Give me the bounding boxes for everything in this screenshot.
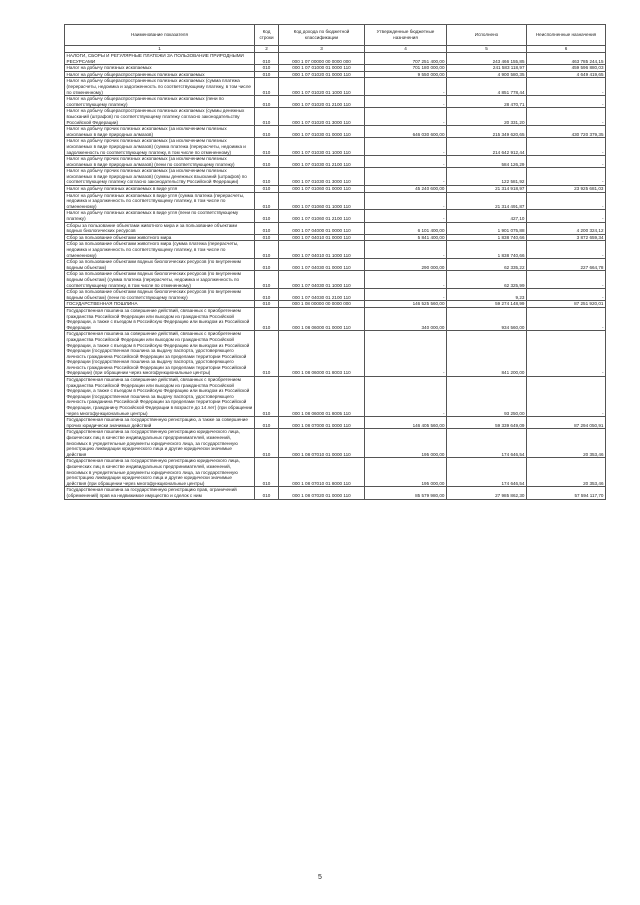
row-name: Сбор за пользование объектами водных биологических ресурсов (по внутренним водным объектам) (сумма платежа (перерасчеты, недоимка и задолженность по соответствующему платежу, в том числе по отмененному) [65, 271, 255, 289]
row-plan: - [365, 241, 447, 259]
row-done: 1 838 740,66 [447, 241, 527, 259]
row-plan: 6 101 400,00 [365, 222, 447, 234]
row-done: 4 900 580,35 [447, 71, 527, 78]
row-name: ГОСУДАРСТВЕННАЯ ПОШЛИНА [65, 301, 255, 308]
row-name: Налог на добычу прочих полезных ископаемых (за исключением полезных ископаемых в виде природных алмазов) (пени по соответствующему платежу) [65, 156, 255, 168]
row-left: 4 200 324,12 [527, 222, 606, 234]
row-kbk: 000 1 07 00000 00 0000 000 [279, 53, 365, 65]
table-row [65, 168, 606, 186]
row-left: 57 594 117,70 [527, 487, 606, 499]
row-code: 010 [255, 210, 279, 222]
row-plan: - [365, 156, 447, 168]
row-kbk: 000 1 07 01060 01 0000 110 [279, 186, 365, 193]
row-kbk: 000 1 07 04000 01 0000 110 [279, 222, 365, 234]
column-number-row [65, 46, 606, 53]
table-row [65, 331, 606, 377]
row-done: 27 985 862,30 [447, 487, 527, 499]
row-done: 21 314 491,87 [447, 192, 527, 210]
row-code: 010 [255, 429, 279, 458]
row-kbk: 000 1 07 01030 01 1000 110 [279, 138, 365, 156]
row-kbk: 000 1 07 04010 01 0000 110 [279, 234, 365, 241]
row-kbk: 000 1 08 06000 01 0000 110 [279, 307, 365, 330]
row-done: 215 349 620,65 [447, 126, 527, 138]
row-done: 174 646,54 [447, 429, 527, 458]
row-code: 010 [255, 487, 279, 499]
header-done: Исполнено [447, 25, 527, 46]
row-name: Государственная пошлина за государственную регистрацию юридического лица, физических лиц в качестве индивидуальных предпринимателей, изменений, вносимых в учредительные документы юридического лица, за государственную регистрацию ликвидации юридического лица и другие юридически значимые действия (при обращении через многофункциональные центры) [65, 458, 255, 487]
row-left: - [527, 168, 606, 186]
row-plan: - [365, 138, 447, 156]
row-kbk: 000 1 08 06000 01 8003 110 [279, 331, 365, 377]
row-done: 62 335,22 [447, 259, 527, 271]
row-left: - [527, 331, 606, 377]
row-done: 841 200,00 [447, 331, 527, 377]
row-name: Сбор за пользование объектами водных биологических ресурсов (по внутренним водным объектам) (пени по соответствующему платежу) [65, 289, 255, 301]
row-name: Сбор за пользование объектами животного мира [65, 234, 255, 241]
row-plan: - [365, 331, 447, 377]
row-done: 59 274 148,99 [447, 301, 527, 308]
row-name: Сбор за пользование объектами животного мира (сумма платежа (перерасчеты, недоимка и задолженность по соответствующему платежу, в том числе по отмененному) [65, 241, 255, 259]
row-code: 010 [255, 301, 279, 308]
row-name: Налог на добычу прочих полезных ископаемых (за исключением полезных ископаемых в виде природных алмазов) (сумма платежа (перерасчеты, недоимка и задолженность по соответствующему платежу, в том числе по отмененному) [65, 138, 255, 156]
row-done: 1 838 740,66 [447, 234, 527, 241]
row-done: 174 646,54 [447, 458, 527, 487]
table-row [65, 96, 606, 108]
row-done: 4 851 778,44 [447, 78, 527, 96]
table-body [65, 53, 606, 500]
row-kbk: 000 1 08 00000 00 0000 000 [279, 301, 365, 308]
row-plan: 646 030 600,00 [365, 126, 447, 138]
row-code: 010 [255, 377, 279, 417]
row-code: 010 [255, 234, 279, 241]
row-kbk: 000 1 07 01020 01 1000 110 [279, 78, 365, 96]
row-code: 010 [255, 458, 279, 487]
header-plan: Утвержденные бюджетные назначения [365, 25, 447, 46]
row-plan: - [365, 168, 447, 186]
page-number: 5 [318, 874, 322, 881]
row-done: 59 339 649,09 [447, 417, 527, 429]
col-number: 4 [365, 46, 447, 53]
row-left: 430 720 379,35 [527, 126, 606, 138]
row-plan: - [365, 108, 447, 126]
row-left: 463 785 244,15 [527, 53, 606, 65]
row-left: - [527, 307, 606, 330]
table-row [65, 108, 606, 126]
row-done: 93 250,00 [447, 377, 527, 417]
row-name: Налог на добычу прочих полезных ископаемых (за исключением полезных ископаемых в виде природных алмазов) (суммы денежных взысканий (штрафов) по соответствующему платежу согласно законодательству Российской Федерации) [65, 168, 255, 186]
table-row [65, 65, 606, 72]
table-row [65, 192, 606, 210]
row-left: - [527, 241, 606, 259]
row-done: 62 325,99 [447, 271, 527, 289]
row-name: Налог на добычу полезных ископаемых в виде угля (пени по соответствующему платежу) [65, 210, 255, 222]
row-left: 227 664,78 [527, 259, 606, 271]
row-done: 214 642 912,44 [447, 138, 527, 156]
table-row [65, 241, 606, 259]
row-name: Налог на добычу общераспространенных полезных ископаемых (суммы денежных взысканий (штрафов) по соответствующему платежу согласно законодательству Российской Федерации) [65, 108, 255, 126]
row-kbk: 000 1 08 06000 01 8005 110 [279, 377, 365, 417]
row-plan: - [365, 192, 447, 210]
table-row [65, 126, 606, 138]
row-done: 122 581,92 [447, 168, 527, 186]
row-code: 010 [255, 307, 279, 330]
row-name: Государственная пошлина за государственную регистрацию, а также за совершение прочих юридически значимых действий [65, 417, 255, 429]
row-kbk: 000 1 07 01060 01 1000 110 [279, 192, 365, 210]
row-plan: 340 000,00 [365, 307, 447, 330]
row-plan: 195 000,00 [365, 429, 447, 458]
row-code: 010 [255, 289, 279, 301]
row-left: - [527, 210, 606, 222]
row-name: Налог на добычу общераспространенных полезных ископаемых (пени по соответствующему платежу) [65, 96, 255, 108]
row-plan: 85 579 980,00 [365, 487, 447, 499]
table-row [65, 71, 606, 78]
table-header-row [65, 25, 606, 46]
row-code: 010 [255, 78, 279, 96]
row-left: 23 925 681,03 [527, 186, 606, 193]
row-left: 4 649 419,65 [527, 71, 606, 78]
row-kbk: 000 1 07 01030 01 3000 110 [279, 168, 365, 186]
row-left: 20 353,46 [527, 458, 606, 487]
row-name: Сборы за пользование объектами животного мира и за пользование объектами водных биологических ресурсов [65, 222, 255, 234]
row-done: 9,23 [447, 289, 527, 301]
header-kbk: Код дохода по бюджетной классификации [279, 25, 365, 46]
row-kbk: 000 1 07 01020 01 0000 110 [279, 71, 365, 78]
row-plan: - [365, 377, 447, 417]
table-row [65, 156, 606, 168]
row-code: 010 [255, 126, 279, 138]
row-plan: - [365, 96, 447, 108]
table-row [65, 307, 606, 330]
col-number: 6 [527, 46, 606, 53]
row-left: - [527, 156, 606, 168]
header-code: Код строки [255, 25, 279, 46]
row-plan: 701 180 000,00 [365, 65, 447, 72]
table-row [65, 458, 606, 487]
row-kbk: 000 1 07 04010 01 1000 110 [279, 241, 365, 259]
table-row [65, 259, 606, 271]
table-row [65, 429, 606, 458]
row-code: 010 [255, 156, 279, 168]
row-left: - [527, 192, 606, 210]
row-plan: 45 240 600,00 [365, 186, 447, 193]
table-row [65, 78, 606, 96]
row-plan: 195 000,00 [365, 458, 447, 487]
row-code: 010 [255, 53, 279, 65]
row-done: 584 126,29 [447, 156, 527, 168]
row-done: 427,10 [447, 210, 527, 222]
row-plan: 146 525 560,00 [365, 301, 447, 308]
row-left: - [527, 271, 606, 289]
row-left: 3 872 659,34 [527, 234, 606, 241]
row-plan: - [365, 210, 447, 222]
row-code: 010 [255, 241, 279, 259]
row-kbk: 000 1 08 07000 01 0000 110 [279, 417, 365, 429]
row-name: Налог на добычу прочих полезных ископаемых (за исключением полезных ископаемых в виде природных алмазов) [65, 126, 255, 138]
table-row [65, 417, 606, 429]
row-left: - [527, 377, 606, 417]
budget-report-page [64, 24, 605, 500]
row-left: 87 251 920,01 [527, 301, 606, 308]
row-left: - [527, 138, 606, 156]
table-row [65, 234, 606, 241]
row-kbk: 000 1 07 01020 01 2100 110 [279, 96, 365, 108]
row-code: 010 [255, 65, 279, 72]
row-code: 010 [255, 108, 279, 126]
table-row [65, 377, 606, 417]
row-name: Налог на добычу полезных ископаемых [65, 65, 255, 72]
row-plan: 9 550 000,00 [365, 71, 447, 78]
revenue-table [64, 24, 606, 500]
row-kbk: 000 1 07 01000 01 0000 110 [279, 65, 365, 72]
row-plan: - [365, 78, 447, 96]
row-code: 010 [255, 271, 279, 289]
row-done: 241 583 118,97 [447, 65, 527, 72]
row-plan: 290 000,00 [365, 259, 447, 271]
row-name: Государственная пошлина за государственную регистрацию юридического лица, физических лиц в качестве индивидуальных предпринимателей, изменений, вносимых в учредительные документы юридического лица, за государственную регистрацию ликвидации юридического лица и другие юридически значимые действия [65, 429, 255, 458]
row-code: 010 [255, 71, 279, 78]
table-row [65, 487, 606, 499]
row-name: Государственная пошлина за совершение действий, связанных с приобретением гражданства Российской Федерации или выходом из гражданства Российской Федерации, а также с въездом в Российскую Федерацию или выездом из Российской Федерации (государственная пошлина за выдачу паспорта, удостоверяющего личность гражданина Российской Федерации за пределами территории Российской Федерации, гражданину Российской Федерации в возрасте до 14 лет) (при обращении через многофункциональные центры) [65, 377, 255, 417]
row-name: Налог на добычу общераспространенных полезных ископаемых [65, 71, 255, 78]
row-name: Налог на добычу полезных ископаемых в виде угля [65, 186, 255, 193]
row-kbk: 000 1 07 04030 01 1000 110 [279, 271, 365, 289]
row-left: - [527, 78, 606, 96]
row-kbk: 000 1 08 07010 01 8000 110 [279, 458, 365, 487]
row-kbk: 000 1 07 04030 01 2100 110 [279, 289, 365, 301]
row-left: - [527, 289, 606, 301]
row-kbk: 000 1 07 01020 01 3000 110 [279, 108, 365, 126]
row-code: 010 [255, 186, 279, 193]
header-name: Наименование показателя [65, 25, 255, 46]
row-plan: - [365, 289, 447, 301]
row-plan: - [365, 271, 447, 289]
row-left: 459 596 880,03 [527, 65, 606, 72]
row-name: НАЛОГИ, СБОРЫ И РЕГУЛЯРНЫЕ ПЛАТЕЖИ ЗА ПОЛЬЗОВАНИЕ ПРИРОДНЫМИ РЕСУРСАМИ [65, 53, 255, 65]
row-name: Государственная пошлина за совершение действий, связанных с приобретением гражданства Российской Федерации или выходом из гражданства Российской Федерации, а также с въездом в Российскую Федерацию или выездом из Российской Федерации (государственная пошлина за выдачу паспорта, удостоверяющего личность гражданина Российской Федерации за пределами территории Российской Федерации (государственная пошлина за выдачу паспорта, удостоверяющего личность гражданина Российской Федерации за пределами территории Российской Федерации) (при обращении через многофункциональные центры) [65, 331, 255, 377]
table-row [65, 186, 606, 193]
row-left: - [527, 96, 606, 108]
row-kbk: 000 1 07 01030 01 0000 110 [279, 126, 365, 138]
row-code: 010 [255, 417, 279, 429]
table-row [65, 289, 606, 301]
row-code: 010 [255, 259, 279, 271]
row-name: Налог на добычу общераспространенных полезных ископаемых (сумма платежа (перерасчеты, недоимка и задолженность по соответствующему платежу, в том числе по отмененному) [65, 78, 255, 96]
row-plan: 146 405 560,00 [365, 417, 447, 429]
col-number: 2 [255, 46, 279, 53]
row-done: 20 331,20 [447, 108, 527, 126]
row-done: 934 560,00 [447, 307, 527, 330]
row-left: 20 353,46 [527, 429, 606, 458]
row-plan: 5 841 400,00 [365, 234, 447, 241]
row-code: 010 [255, 96, 279, 108]
row-name: Сбор за пользование объектами водных биологических ресурсов (по внутренним водным объектам) [65, 259, 255, 271]
row-code: 010 [255, 222, 279, 234]
row-plan: 707 251 400,00 [365, 53, 447, 65]
header-left: Неисполненные назначения [527, 25, 606, 46]
row-kbk: 000 1 07 01060 01 2100 110 [279, 210, 365, 222]
row-name: Государственная пошлина за совершение действий, связанных с приобретением гражданства Российской Федерации или выходом из гражданства Российской Федерации, а также с въездом в Российскую Федерацию или выездом из Российской Федерации [65, 307, 255, 330]
row-code: 010 [255, 192, 279, 210]
col-number: 1 [65, 46, 255, 53]
row-code: 010 [255, 331, 279, 377]
row-kbk: 000 1 08 07020 01 0000 110 [279, 487, 365, 499]
row-code: 010 [255, 168, 279, 186]
table-row [65, 138, 606, 156]
row-done: 28 470,71 [447, 96, 527, 108]
table-row [65, 301, 606, 308]
row-code: 010 [255, 138, 279, 156]
row-done: 1 901 075,88 [447, 222, 527, 234]
col-number: 5 [447, 46, 527, 53]
row-kbk: 000 1 07 04030 01 0000 110 [279, 259, 365, 271]
table-row [65, 53, 606, 65]
row-done: 243 466 155,85 [447, 53, 527, 65]
table-row [65, 271, 606, 289]
row-done: 21 314 918,97 [447, 186, 527, 193]
row-kbk: 000 1 07 01030 01 2100 110 [279, 156, 365, 168]
table-row [65, 222, 606, 234]
row-name: Налог на добычу полезных ископаемых в виде угля (сумма платежа (перерасчеты, недоимка и задолженность по соответствующему платежу, в том числе по отмененному) [65, 192, 255, 210]
row-left: 87 294 050,91 [527, 417, 606, 429]
row-kbk: 000 1 08 07010 01 0000 110 [279, 429, 365, 458]
row-left: - [527, 108, 606, 126]
table-row [65, 210, 606, 222]
col-number: 3 [279, 46, 365, 53]
row-name: Государственная пошлина за государственную регистрацию прав, ограничений (обременений) прав на недвижимое имущество и сделок с ним [65, 487, 255, 499]
